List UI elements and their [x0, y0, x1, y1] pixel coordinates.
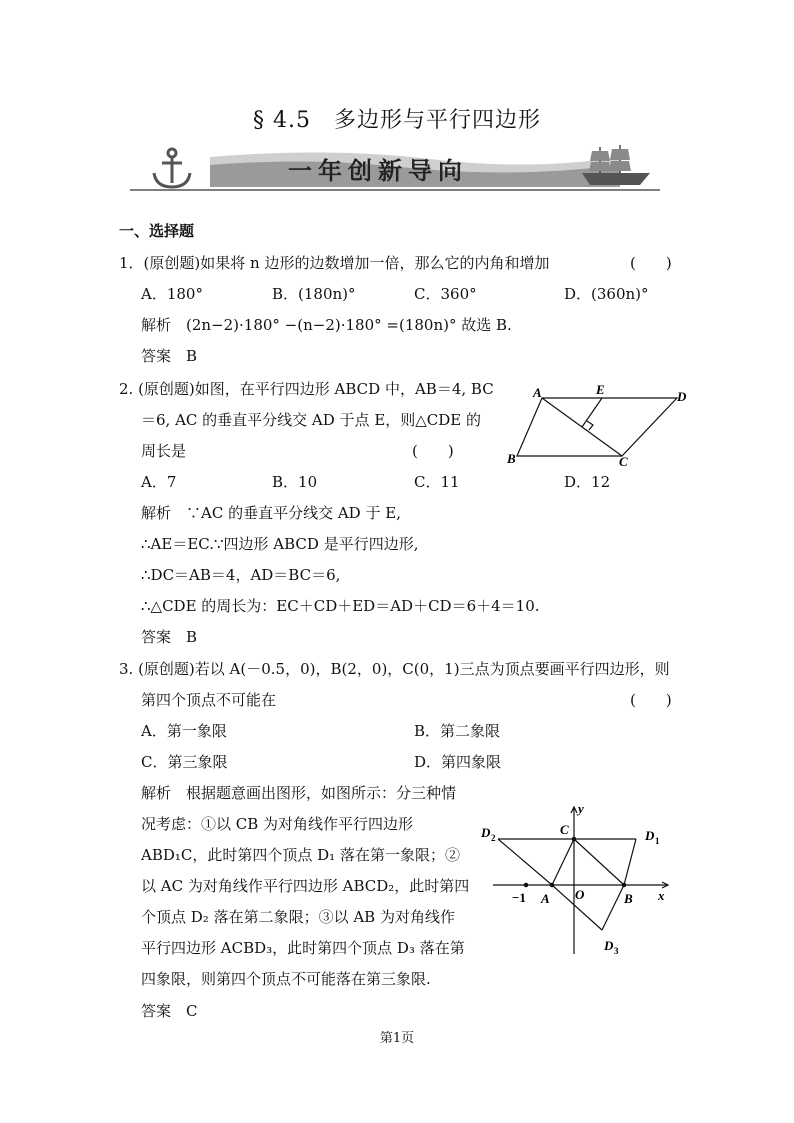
- q2-answer-paren: ( ): [412, 442, 454, 460]
- q3-analysis-line-1: 解析 根据题意画出图形，如图所示：分三种情: [141, 784, 457, 802]
- section-heading: 一、选择题: [119, 222, 195, 240]
- page-number: 第1页: [379, 1031, 415, 1046]
- q2-stem-line-1: 2. (原创题)如图，在平行四边形 ABCD 中，AB＝4, BC: [119, 380, 494, 398]
- q2-label-b: B: [507, 451, 516, 466]
- q3-label-y: y: [578, 802, 584, 816]
- q2-label-c: C: [619, 454, 628, 469]
- q2-analysis-line-1: 解析 ∵AC 的垂直平分线交 AD 于 E,: [141, 504, 401, 522]
- q3-stem-line-1: 3. (原创题)若以 A(－0.5，0)，B(2，0)，C(0，1)三点为顶点要画平行四边形，则: [119, 660, 670, 678]
- page-title: § 4.5 多边形与平行四边形: [253, 108, 541, 133]
- q1-option-b: B．(180n)°: [272, 285, 356, 303]
- q2-label-a: A: [533, 385, 542, 400]
- q3-analysis-line-6: 平行四边形 ACBD₃，此时第四个顶点 D₃ 落在第: [141, 939, 465, 957]
- q3-label-o: O: [575, 887, 585, 902]
- q1-option-c: C．360°: [414, 285, 477, 303]
- q3-analysis-line-2: 况考虑：①以 CB 为对角线作平行四边形: [141, 815, 414, 833]
- anchor-icon: [154, 149, 190, 187]
- q3-stem-line-2: 第四个顶点不可能在: [141, 691, 277, 709]
- q3-analysis-line-5: 个顶点 D₂ 落在第二象限；③以 AB 为对角线作: [141, 908, 455, 926]
- q3-analysis-line-4: 以 AC 为对角线作平行四边形 ABCD₂，此时第四: [141, 877, 470, 895]
- q2-analysis-line-3: ∴DC＝AB＝4，AD＝BC＝6,: [141, 566, 341, 584]
- q2-answer: 答案 B: [141, 628, 198, 646]
- q2-label-d: D: [677, 389, 687, 404]
- q3-label-c: C: [560, 822, 569, 837]
- banner-text: 一年创新导向: [288, 159, 468, 185]
- q2-analysis-line-4: ∴△CDE 的周长为：EC＋CD＋ED＝AD＋CD＝6＋4＝10.: [141, 597, 540, 615]
- q2-parallelogram-figure: [505, 380, 690, 470]
- q1-answer: 答案 B: [141, 347, 198, 365]
- q2-stem-line-2: ＝6, AC 的垂直平分线交 AD 于点 E，则△CDE 的: [141, 411, 482, 429]
- q3-option-b: B．第二象限: [414, 722, 501, 740]
- q3-label-d2: D: [481, 825, 491, 840]
- q2-label-e: E: [596, 382, 605, 397]
- q3-option-c: C．第三象限: [141, 753, 228, 771]
- q3-option-a: A．第一象限: [141, 722, 227, 740]
- q3-label-d1: D: [645, 828, 655, 843]
- q3-label-b: B: [624, 891, 633, 906]
- q3-label-a: A: [541, 891, 550, 906]
- q2-option-a: A．7: [141, 473, 177, 491]
- q3-label-neg1: −1: [512, 890, 526, 905]
- q3-label-d2-sub: 2: [491, 833, 496, 843]
- q3-label-d3: D: [604, 938, 614, 953]
- q2-option-b: B．10: [272, 473, 318, 491]
- q1-stem: 1．(原创题)如果将 n 边形的边数增加一倍，那么它的内角和增加: [119, 254, 550, 272]
- q3-label-d3-sub: 3: [614, 946, 619, 956]
- q3-analysis-line-7: 四象限，则第四个顶点不可能落在第三象限.: [141, 970, 431, 988]
- q1-option-a: A．180°: [141, 285, 203, 303]
- q1-analysis: 解析 (2n−2)·180° −(n−2)·180° =(180n)° 故选 B.: [141, 316, 512, 334]
- q2-option-c: C．11: [414, 473, 460, 491]
- q2-option-d: D．12: [564, 473, 611, 491]
- q3-label-x: x: [658, 888, 665, 903]
- q3-answer-paren: ( ): [630, 691, 672, 709]
- q1-option-d: D．(360n)°: [564, 285, 649, 303]
- q1-answer-paren: ( ): [630, 254, 672, 272]
- q2-analysis-line-2: ∴AE＝EC.∵四边形 ABCD 是平行四边形,: [141, 535, 419, 553]
- q3-analysis-line-3: ABD₁C，此时第四个顶点 D₁ 落在第一象限；②: [141, 846, 460, 864]
- q3-coordinate-figure: [478, 802, 678, 960]
- q3-answer: 答案 C: [141, 1002, 198, 1020]
- q3-label-d1-sub: 1: [655, 836, 660, 846]
- q2-stem-line-3: 周长是: [141, 442, 187, 460]
- q3-option-d: D．第四象限: [414, 753, 502, 771]
- section-banner: [130, 143, 660, 195]
- ship-icon: [582, 145, 650, 185]
